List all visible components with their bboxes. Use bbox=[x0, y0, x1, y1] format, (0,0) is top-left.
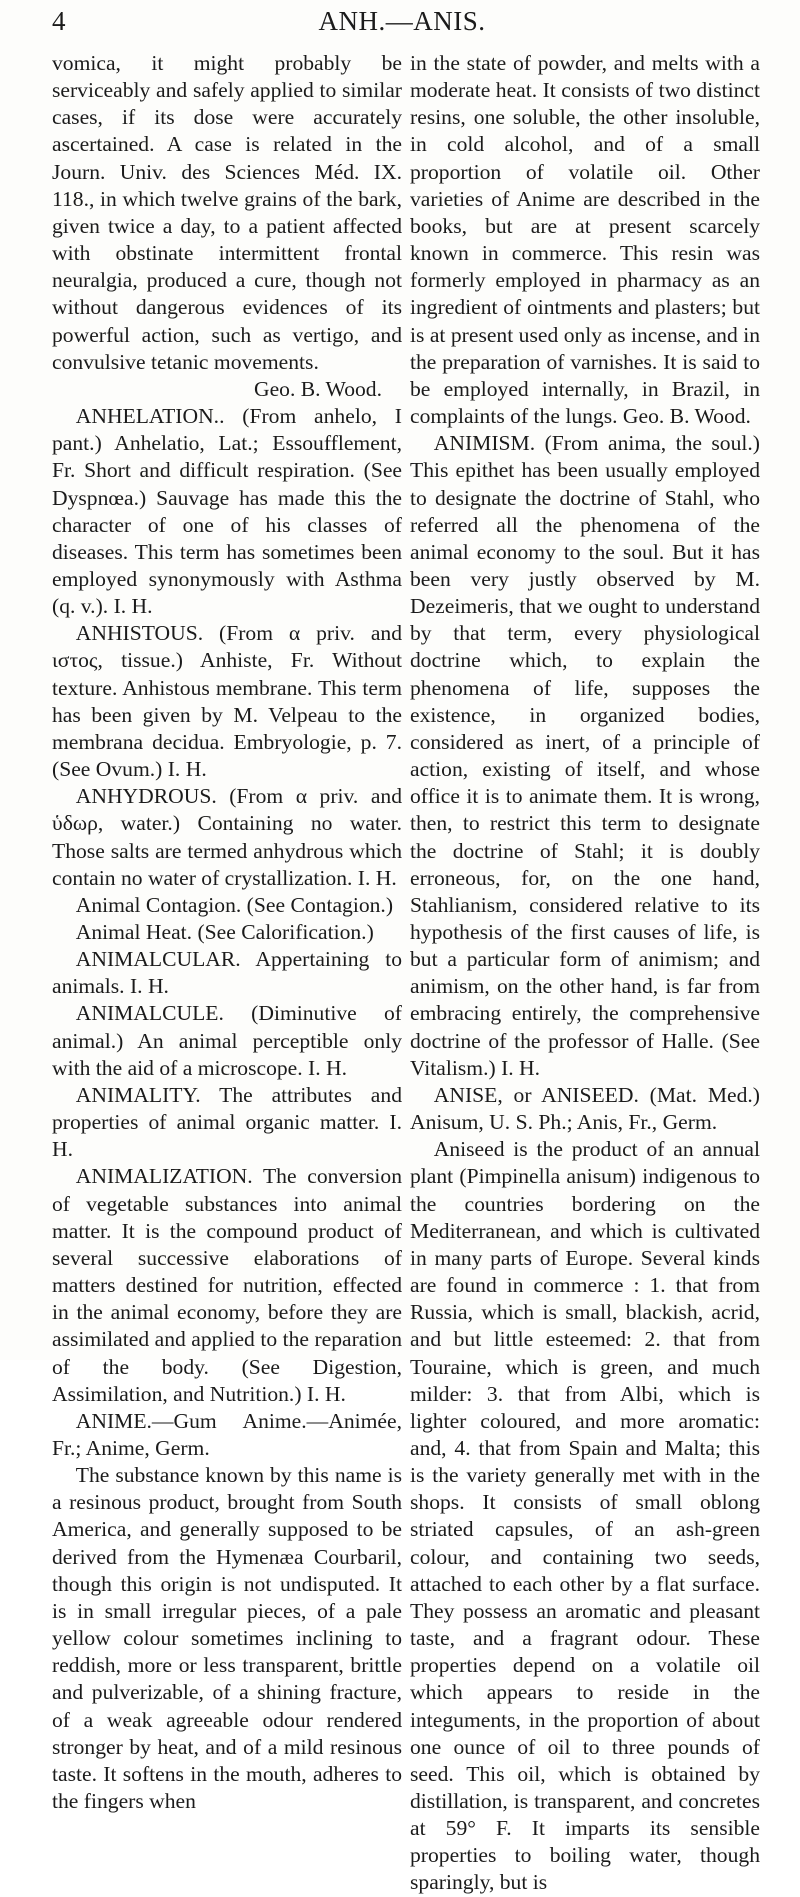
running-head: ANH.—ANIS. bbox=[318, 6, 486, 36]
entry-animalcule: ANIMALCULE. (Diminutive of animal.) An animal perceptible only with the aid of a microscope. I. H. bbox=[52, 1001, 402, 1080]
entry-animality: ANIMALITY. The attributes and properties of animal organic matter. I. H. bbox=[52, 1082, 402, 1162]
right-column bbox=[410, 50, 760, 1895]
entry-animalization: ANIMALIZATION. The conversion of vegetable substances into animal matter. It is the compound product of several successive elaborations of matters destined for nutrition, effected in the animal economy, before they are assimilated and applied to the reparation of the body. (See Digestion, Assimilation, and Nutrition.) I. H. bbox=[52, 1164, 402, 1406]
entry-animism: ANIMISM. (From anima, the soul.) This epithet has been usually employed to designate the doctrine of Stahl, who referred all the phenomena of the animal economy to the soul. But it has been very justly observed by M. Dezeimeris, that we ought to understand by that term, every physiological doctrine which, to explain the phenomena of life, supposes the existence, in organized bodies, considered as inert, of a principle of action, existing of itself, and whose office it is to animate them. It is wrong, then, to restrict this term to designate the doctrine of Stahl; it is doubly erroneous, for, on the one hand, Stahlianism, considered relative to its hypothesis of the first causes of life, is but a particular form of animism; and animism, on the other hand, is far from embracing entirely, the comprehensive doctrine of the professor of Halle. (See Vitalism.) I. H. bbox=[410, 431, 760, 1080]
page-number: 4 bbox=[52, 6, 66, 36]
entry-vomica-continued: vomica, it might probably be serviceably and safely applied to similar cases, if its dose were accurately ascertained. A case is related in the Journ. Univ. des Sciences Méd. IX. 118., in which twelve grains of the bark, given twice a day, to a patient affected with obstinate intermittent frontal neuralgia, produced a cure, though not without dangerous evidences of its powerful action, such as vertigo, and convulsive tetanic movements. bbox=[52, 51, 402, 374]
entry-anhelation: ANHELATION.. (From anhelo, I pant.) Anhelatio, Lat.; Essoufflement, Fr. Short and difficult respiration. (See Dyspnœa.) Sauvage has made this the character of one of his classes of diseases. This term has sometimes been employed synonymously with Asthma (q. v.). I. H. bbox=[52, 404, 402, 619]
signature-geo-b-wood: Geo. B. Wood. bbox=[253, 376, 382, 401]
entry-animalcular: ANIMALCULAR. Appertaining to animals. I. H. bbox=[52, 947, 402, 999]
left-column bbox=[52, 50, 402, 1813]
entry-anime-continued: in the state of powder, and melts with a moderate heat. It consists of two distinct resins, one soluble, the other insoluble, in cold alcohol, and of a small proportion of volatile oil. Other varieties of Anime are described in the books, but are at present scarcely known in commerce. This resin was formerly employed in pharmacy as an ingredient of ointments and plasters; but is at present used only as incense, and in the preparation of varnishes. It is said to be employed internally, in Brazil, in complaints of the lungs. Geo. B. Wood. bbox=[410, 51, 760, 429]
entry-anhydrous: ANHYDROUS. (From α priv. and ὑδωρ, water.) Containing no water. Those salts are termed anhydrous which contain no water of crystallization. I. H. bbox=[52, 784, 402, 890]
entry-animal-contagion: Animal Contagion. (See Contagion.) bbox=[75, 892, 394, 917]
page-header bbox=[52, 4, 752, 46]
entry-animal-heat: Animal Heat. (See Calorification.) bbox=[75, 920, 374, 944]
entry-anime: ANIME.—Gum Anime.—Animée, Fr.; Anime, Germ. bbox=[52, 1408, 402, 1460]
entry-anise: ANISE, or ANISEED. (Mat. Med.) Anisum, U. S. Ph.; Anis, Fr., Germ. bbox=[410, 1082, 760, 1135]
entry-anhistous: ANHISTOUS. (From α priv. and ιστος, tissue.) Anhiste, Fr. Without texture. Anhistous membrane. This term has been given by M. Velpeau to the membrana decidua. Embryologie, p. 7. (See Ovum.) I. H. bbox=[52, 621, 402, 782]
entry-anime-body: The substance known by this name is a resinous product, brought from South America, and generally supposed to be derived from the Hymenæa Courbaril, though this origin is not undisputed. It is in small irregular pieces, of a pale yellow colour sometimes inclining to reddish, more or less transparent, brittle and pulverizable, of a shining fracture, of a weak agreeable odour rendered stronger by heat, and of a mild resinous taste. It softens in the mouth, adheres to the fingers when bbox=[52, 1463, 402, 1813]
entry-anise-body: Aniseed is the product of an annual plant (Pimpinella anisum) indigenous to the countries bordering on the Mediterranean, and which is cultivated in many parts of Europe. Several kinds are found in commerce : 1. that from Russia, which is small, blackish, acrid, and but little esteemed: 2. that from Touraine, which is green, and much milder: 3. that from Albi, which is lighter coloured, and more aromatic: and, 4. that from Spain and Malta; this is the variety generally met with in the shops. It consists of small oblong striated capsules, of an ash-green colour, and containing two seeds, attached to each other by a flat surface. They possess an aromatic and pleasant taste, and a fragrant odour. These properties depend on a volatile oil which appears to reside in the integuments, in the proportion of about one ounce of oil to three pounds of seed. This oil, which is obtained by distillation, is transparent, and concretes at 59° F. It imparts its sensible properties to boiling water, though sparingly, but is bbox=[410, 1137, 760, 1895]
